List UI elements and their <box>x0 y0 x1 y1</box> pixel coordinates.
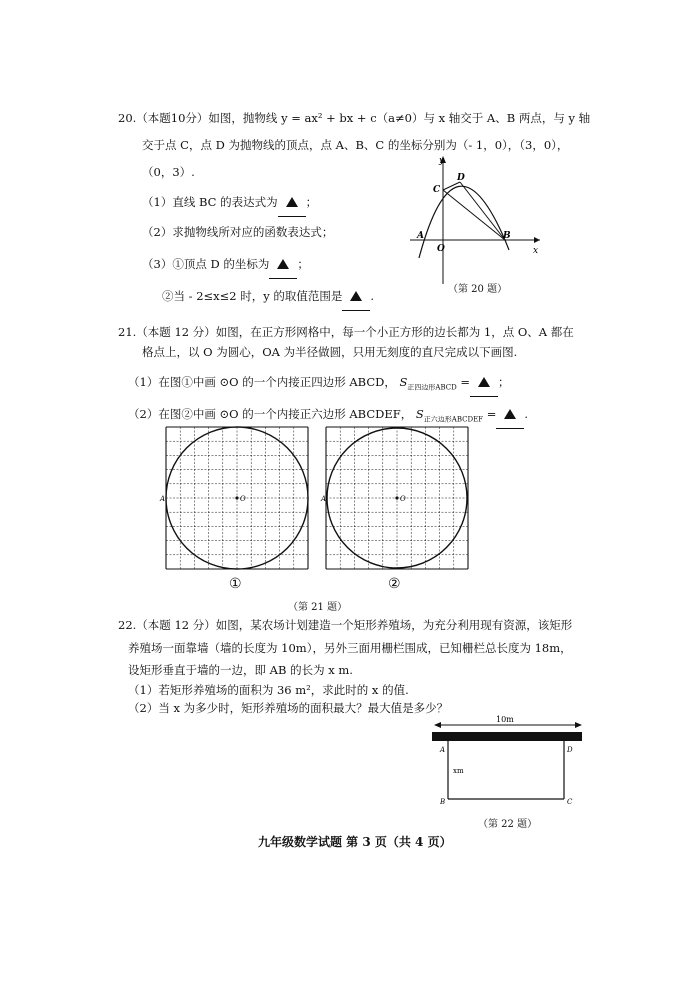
segment-bc <box>443 190 505 240</box>
q20-sub3b <box>162 282 374 311</box>
point-o-dot <box>395 496 398 499</box>
label-b: B <box>440 798 446 806</box>
q21-grid-figure-2 <box>322 426 472 571</box>
q22-farm-figure <box>428 712 588 812</box>
q20-sub1 <box>142 188 317 217</box>
q20-line3: （0，3）. <box>142 165 195 179</box>
q21-fig1-label: ① <box>229 576 242 592</box>
label-b: B <box>503 231 511 241</box>
q21-line2: 格点上，以 O 为圆心，OA 为半径做圆，只用无刻度的直尺完成以下画图. <box>142 345 518 359</box>
q22-sub1: （1）若矩形养殖场的面积为 36 m²，求此时的 x 的值. <box>128 683 409 697</box>
area-subscript: 正六边形ABCDEF <box>423 415 484 424</box>
area-symbol: S <box>399 375 408 389</box>
segment-db <box>460 182 505 240</box>
arrow-right-icon <box>575 722 582 728</box>
label-a: A <box>440 746 446 754</box>
q21-line1: 21.（本题 12 分）如图，在正方形网格中，每一个小正方形的边长都为 1，点 O、A 都在 <box>118 325 574 339</box>
q20-caption: （第 20 题） <box>448 284 508 295</box>
wall-length-label: 10m <box>496 715 514 724</box>
segment-cd <box>443 182 460 190</box>
q21-sub2-text: （2）在图②中画 ⊙O 的一个内接正六边形 ABCDEF， <box>128 407 413 421</box>
q20-parabola-figure <box>405 152 545 292</box>
label-a: A <box>160 495 166 503</box>
q20-sub3 <box>142 250 309 279</box>
arrow-left-icon <box>434 722 441 728</box>
answer-triangle-icon <box>277 259 289 269</box>
label-a: A <box>417 231 424 241</box>
point-o-dot <box>235 496 238 499</box>
answer-triangle-icon <box>478 377 490 387</box>
q20-line2: 交于点 C，点 D 为抛物线的顶点，点 A、B、C 的坐标分别为（- 1，0），（3，0）， <box>142 138 569 152</box>
q21-grid-figure-1 <box>158 426 308 571</box>
q21-sub1-end: ； <box>498 375 510 389</box>
q21-caption: （第 21 题） <box>288 602 348 613</box>
q21-sub1-text: （1）在图①中画 ⊙O 的一个内接正四边形 ABCD， <box>128 375 396 389</box>
q21-sub1 <box>128 368 510 401</box>
parabola-curve <box>419 186 509 258</box>
q20-sub1-text: （1）直线 BC 的表达式为 <box>142 195 278 209</box>
answer-blank <box>269 250 297 279</box>
equals: = <box>460 375 470 389</box>
label-d: D <box>567 746 573 754</box>
label-o: O <box>400 495 406 503</box>
answer-triangle-icon <box>350 291 362 301</box>
q20-sub3-text: （3）①顶点 D 的坐标为 <box>142 257 270 271</box>
q22-line1: 22.（本题 12 分）如图，某农场计划建造一个矩形养殖场，为充分利用现有资源，该矩形 <box>118 618 573 632</box>
answer-blank <box>470 368 498 397</box>
q21-fig2-label: ② <box>388 576 401 592</box>
area-symbol: S <box>415 407 424 421</box>
label-y: y <box>439 156 445 166</box>
answer-triangle-icon <box>286 197 298 207</box>
answer-blank <box>342 282 370 311</box>
page-footer: 九年级数学试题 第 3 页（共 4 页） <box>258 835 452 849</box>
q20-line1: 20.（本题10分）如图，抛物线 y = ax² + bx + c（a≠0）与 x 轴交于 A、B 两点，与 y 轴 <box>118 111 591 125</box>
wall-bar <box>432 732 582 741</box>
label-c: C <box>433 185 441 195</box>
q20-sub3b-text: ②当 - 2≤x≤2 时，y 的取值范围是 <box>162 289 343 303</box>
q22-caption: （第 22 题） <box>478 819 538 830</box>
equals: = <box>486 407 497 421</box>
q20-sub3-end: ； <box>297 257 309 271</box>
q22-line2: 养殖场一面靠墙（墙的长度为 10m），另外三面用栅栏围成，已知栅栏总长度为 18m， <box>128 641 572 655</box>
x-axis-arrow-icon <box>534 237 540 243</box>
side-length-label: xm <box>453 767 464 775</box>
area-subscript: 正四边形ABCD <box>407 383 457 392</box>
label-c: C <box>567 798 573 806</box>
label-x: x <box>533 246 539 256</box>
label-o: O <box>240 495 246 503</box>
q22-sub2: （2）当 x 为多少时，矩形养殖场的面积最大？最大值是多少？ <box>128 701 449 715</box>
q21-sub2-end: . <box>524 407 528 421</box>
answer-blank <box>496 400 524 429</box>
q20-sub2: （2）求抛物线所对应的函数表达式； <box>142 225 334 239</box>
label-d: D <box>457 173 465 183</box>
label-a: A <box>321 495 327 503</box>
q20-sub1-end: ； <box>305 195 318 209</box>
answer-blank <box>278 188 306 217</box>
q22-line3: 设矩形垂直于墙的一边，即 AB 的长为 x m. <box>128 663 353 677</box>
q20-sub3b-end: . <box>370 289 375 303</box>
label-o: O <box>437 244 445 254</box>
answer-triangle-icon <box>504 409 516 419</box>
